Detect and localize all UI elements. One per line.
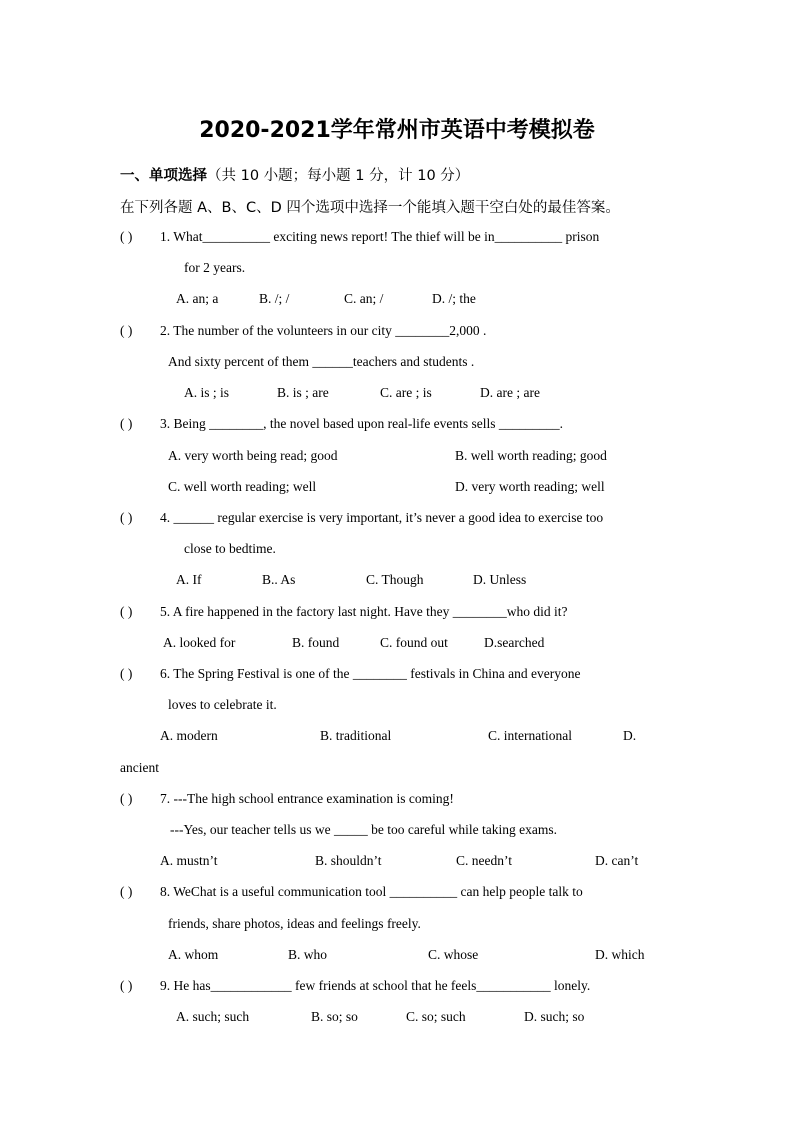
question-4-stem-cont: close to bedtime.: [184, 541, 276, 556]
question-4-stem: [120, 510, 603, 526]
question-1-stem: [120, 229, 599, 245]
option-a: A. an; a: [176, 291, 219, 306]
question-text: 4. ______ regular exercise is very important, it’s never a good idea to exercise too: [160, 510, 604, 525]
option-d: D. /; the: [432, 291, 476, 306]
question-7-stem-cont: ---Yes, our teacher tells us we _____ be too careful while taking exams.: [170, 822, 558, 837]
document-title: 2020-2021学年常州市英语中考模拟卷: [199, 118, 595, 143]
question-text: 9. He has____________ few friends at school that he feels___________ lonely.: [160, 978, 591, 993]
option-c: C. international: [488, 728, 572, 743]
question-8-stem-cont: friends, share photos, ideas and feelings freely.: [168, 916, 421, 931]
option-c: C. an; /: [344, 291, 384, 306]
option-a: A. is ; is: [184, 385, 230, 400]
option-c: C. found out: [380, 635, 448, 650]
question-5-stem: [120, 604, 568, 620]
option-c: C. Though: [366, 572, 424, 587]
option-c: C. well worth reading; well: [168, 479, 317, 494]
question-text: 5. A fire happened in the factory last night. Have they ________who did it?: [160, 604, 568, 619]
question-text: 7. ---The high school entrance examination is coming!: [160, 791, 454, 806]
question-2-stem-cont: And sixty percent of them ______teachers and students .: [168, 354, 475, 369]
question-6-stem-cont: loves to celebrate it.: [168, 697, 277, 712]
option-c: C. whose: [428, 947, 479, 962]
option-a: A. looked for: [163, 635, 236, 650]
option-a: A. mustn’t: [160, 853, 218, 868]
answer-bracket: ( ): [120, 229, 133, 244]
answer-bracket: ( ): [120, 791, 133, 806]
question-text: 3. Being ________, the novel based upon real-life events sells _________.: [160, 416, 564, 431]
answer-bracket: ( ): [120, 510, 133, 525]
answer-bracket: ( ): [120, 323, 133, 338]
option-d: D. which: [595, 947, 645, 962]
option-b: B. /; /: [259, 291, 290, 306]
question-1-stem-cont: for 2 years.: [184, 260, 246, 275]
option-d: D. are ; are: [480, 385, 540, 400]
question-text: 2. The number of the volunteers in our city ________2,000 .: [160, 323, 487, 338]
option-b: B.. As: [262, 572, 296, 587]
question-6-stem: [120, 666, 580, 682]
option-b: B. so; so: [311, 1009, 358, 1024]
option-a: A. very worth being read; good: [168, 448, 338, 463]
option-b: B. found: [292, 635, 340, 650]
question-8-stem: [120, 884, 583, 900]
option-b: B. traditional: [320, 728, 392, 743]
option-b: B. who: [288, 947, 328, 962]
option-a: A. modern: [160, 728, 218, 743]
section-heading: [120, 164, 469, 185]
option-a: A. such; such: [176, 1009, 250, 1024]
option-c: C. are ; is: [380, 385, 432, 400]
option-c: C. needn’t: [456, 853, 512, 868]
option-d: D. can’t: [595, 853, 639, 868]
question-9-stem: [120, 978, 590, 994]
option-d: D.searched: [484, 635, 545, 650]
section-heading-detail: （共 10 小题；每小题 1 分，计 10 分）: [207, 168, 470, 184]
option-d: D. such; so: [524, 1009, 585, 1024]
answer-bracket: ( ): [120, 884, 133, 899]
answer-bracket: ( ): [120, 604, 133, 619]
option-b: B. is ; are: [277, 385, 329, 400]
answer-bracket: ( ): [120, 666, 133, 681]
option-d-wrap: ancient: [120, 760, 159, 775]
answer-bracket: ( ): [120, 978, 133, 993]
option-d: D.: [623, 728, 637, 743]
option-a: A. whom: [168, 947, 219, 962]
question-3-stem: [120, 416, 563, 432]
option-d: D. Unless: [473, 572, 527, 587]
option-d: D. very worth reading; well: [455, 479, 605, 494]
question-text: 6. The Spring Festival is one of the ________ festivals in China and everyone: [160, 666, 581, 681]
instructions: 在下列各题 A、B、C、D 四个选项中选择一个能填入题干空白处的最佳答案。: [120, 200, 620, 216]
option-b: B. shouldn’t: [315, 853, 382, 868]
answer-bracket: ( ): [120, 416, 133, 431]
question-7-stem: [120, 791, 454, 807]
question-text: 1. What__________ exciting news report! The thief will be in__________ prison: [160, 229, 600, 244]
question-2-stem: [120, 323, 486, 339]
question-text: 8. WeChat is a useful communication tool __________ can help people talk to: [160, 884, 583, 899]
option-a: A. If: [176, 572, 202, 587]
option-c: C. so; such: [406, 1009, 466, 1024]
section-heading-label: 一、单项选择: [120, 168, 207, 184]
option-b: B. well worth reading; good: [455, 448, 607, 463]
